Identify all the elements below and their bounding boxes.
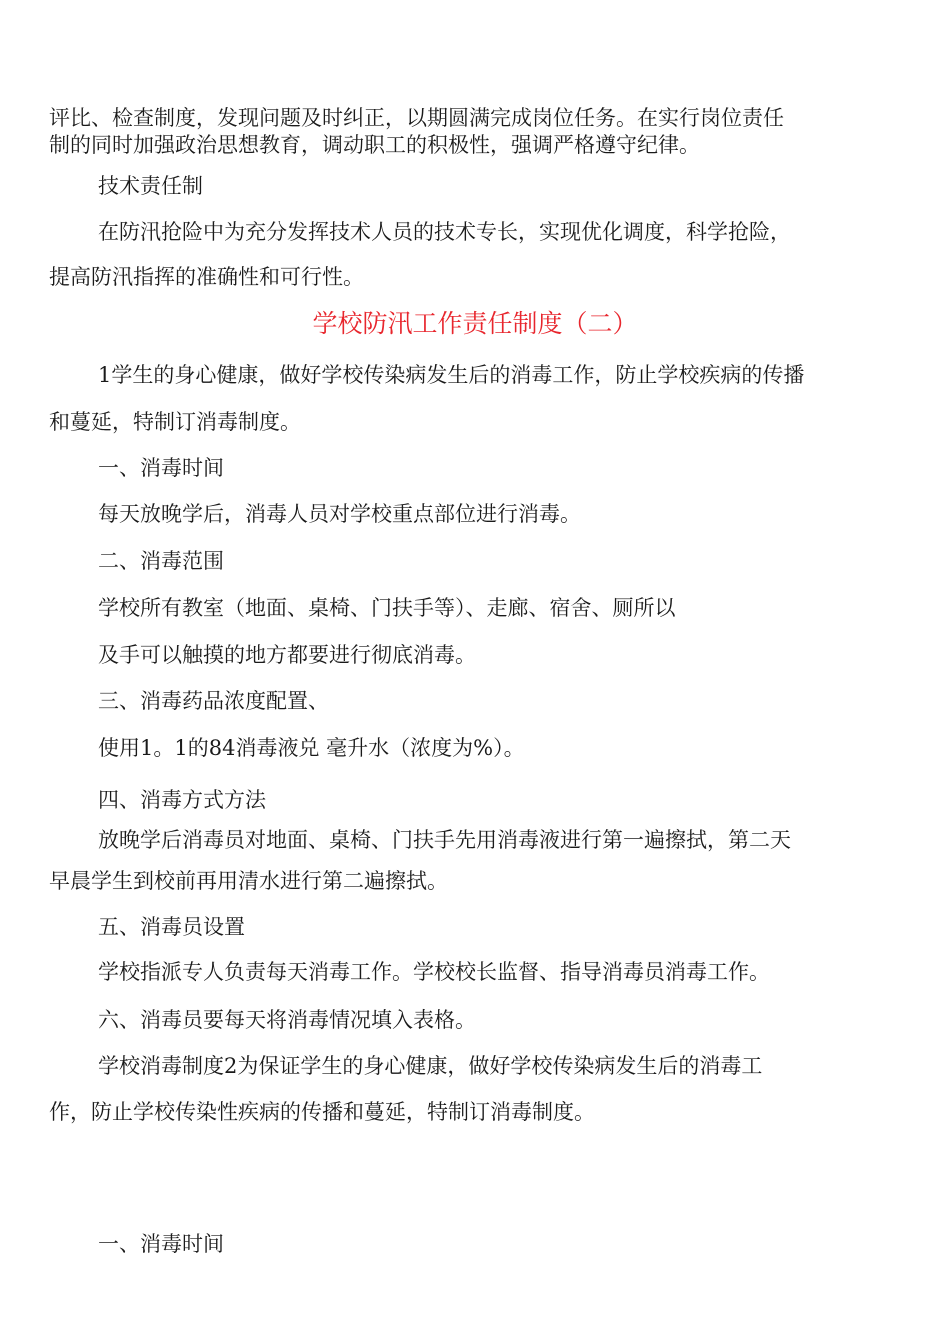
- text-line: 学校指派专人负责每天消毒工作。学校校长监督、指导消毒员消毒工作。: [98, 960, 770, 984]
- text-line: 每天放晚学后，消毒人员对学校重点部位进行消毒。: [98, 502, 581, 526]
- text-line: 制的同时加强政治思想教育，调动职工的积极性，强调严格遵守纪律。: [49, 133, 700, 157]
- text-line: 学校消毒制度2为保证学生的身心健康，做好学校传染病发生后的消毒工: [98, 1054, 763, 1078]
- text-line: 学校所有教室（地面、桌椅、门扶手等）、走廊、宿舍、厕所以: [98, 596, 676, 620]
- text-line: 在防汛抢险中为充分发挥技术人员的技术专长，实现优化调度，科学抢险，: [98, 220, 791, 244]
- section-heading: 技术责任制: [98, 174, 203, 198]
- text-line: 提高防汛指挥的准确性和可行性。: [49, 265, 364, 289]
- text-line: 和蔓延，特制订消毒制度。: [49, 410, 301, 434]
- document-title: 学校防汛工作责任制度（二）: [312, 309, 638, 338]
- section-heading: 五、消毒员设置: [98, 915, 245, 939]
- section-heading: 三、消毒药品浓度配置、: [98, 689, 329, 713]
- text-line: 及手可以触摸的地方都要进行彻底消毒。: [98, 643, 476, 667]
- text-line: 作，防止学校传染性疾病的传播和蔓延，特制订消毒制度。: [49, 1100, 595, 1124]
- section-heading: 一、消毒时间: [98, 456, 224, 480]
- text-line: 放晚学后消毒员对地面、桌椅、门扶手先用消毒液进行第一遍擦拭，第二天: [98, 828, 791, 852]
- text-line: 1学生的身心健康，做好学校传染病发生后的消毒工作，防止学校疾病的传播: [98, 363, 805, 387]
- section-heading: 六、消毒员要每天将消毒情况填入表格。: [98, 1008, 476, 1032]
- section-heading: 二、消毒范围: [98, 549, 224, 573]
- section-heading: 四、消毒方式方法: [98, 788, 266, 812]
- text-line: 早晨学生到校前再用清水进行第二遍擦拭。: [49, 869, 448, 893]
- text-line: 评比、检查制度，发现问题及时纠正，以期圆满完成岗位任务。在实行岗位责任: [49, 106, 784, 130]
- section-heading: 一、消毒时间: [98, 1232, 224, 1256]
- text-line: 使用1。1的84消毒液兑 毫升水（浓度为%）。: [98, 736, 525, 760]
